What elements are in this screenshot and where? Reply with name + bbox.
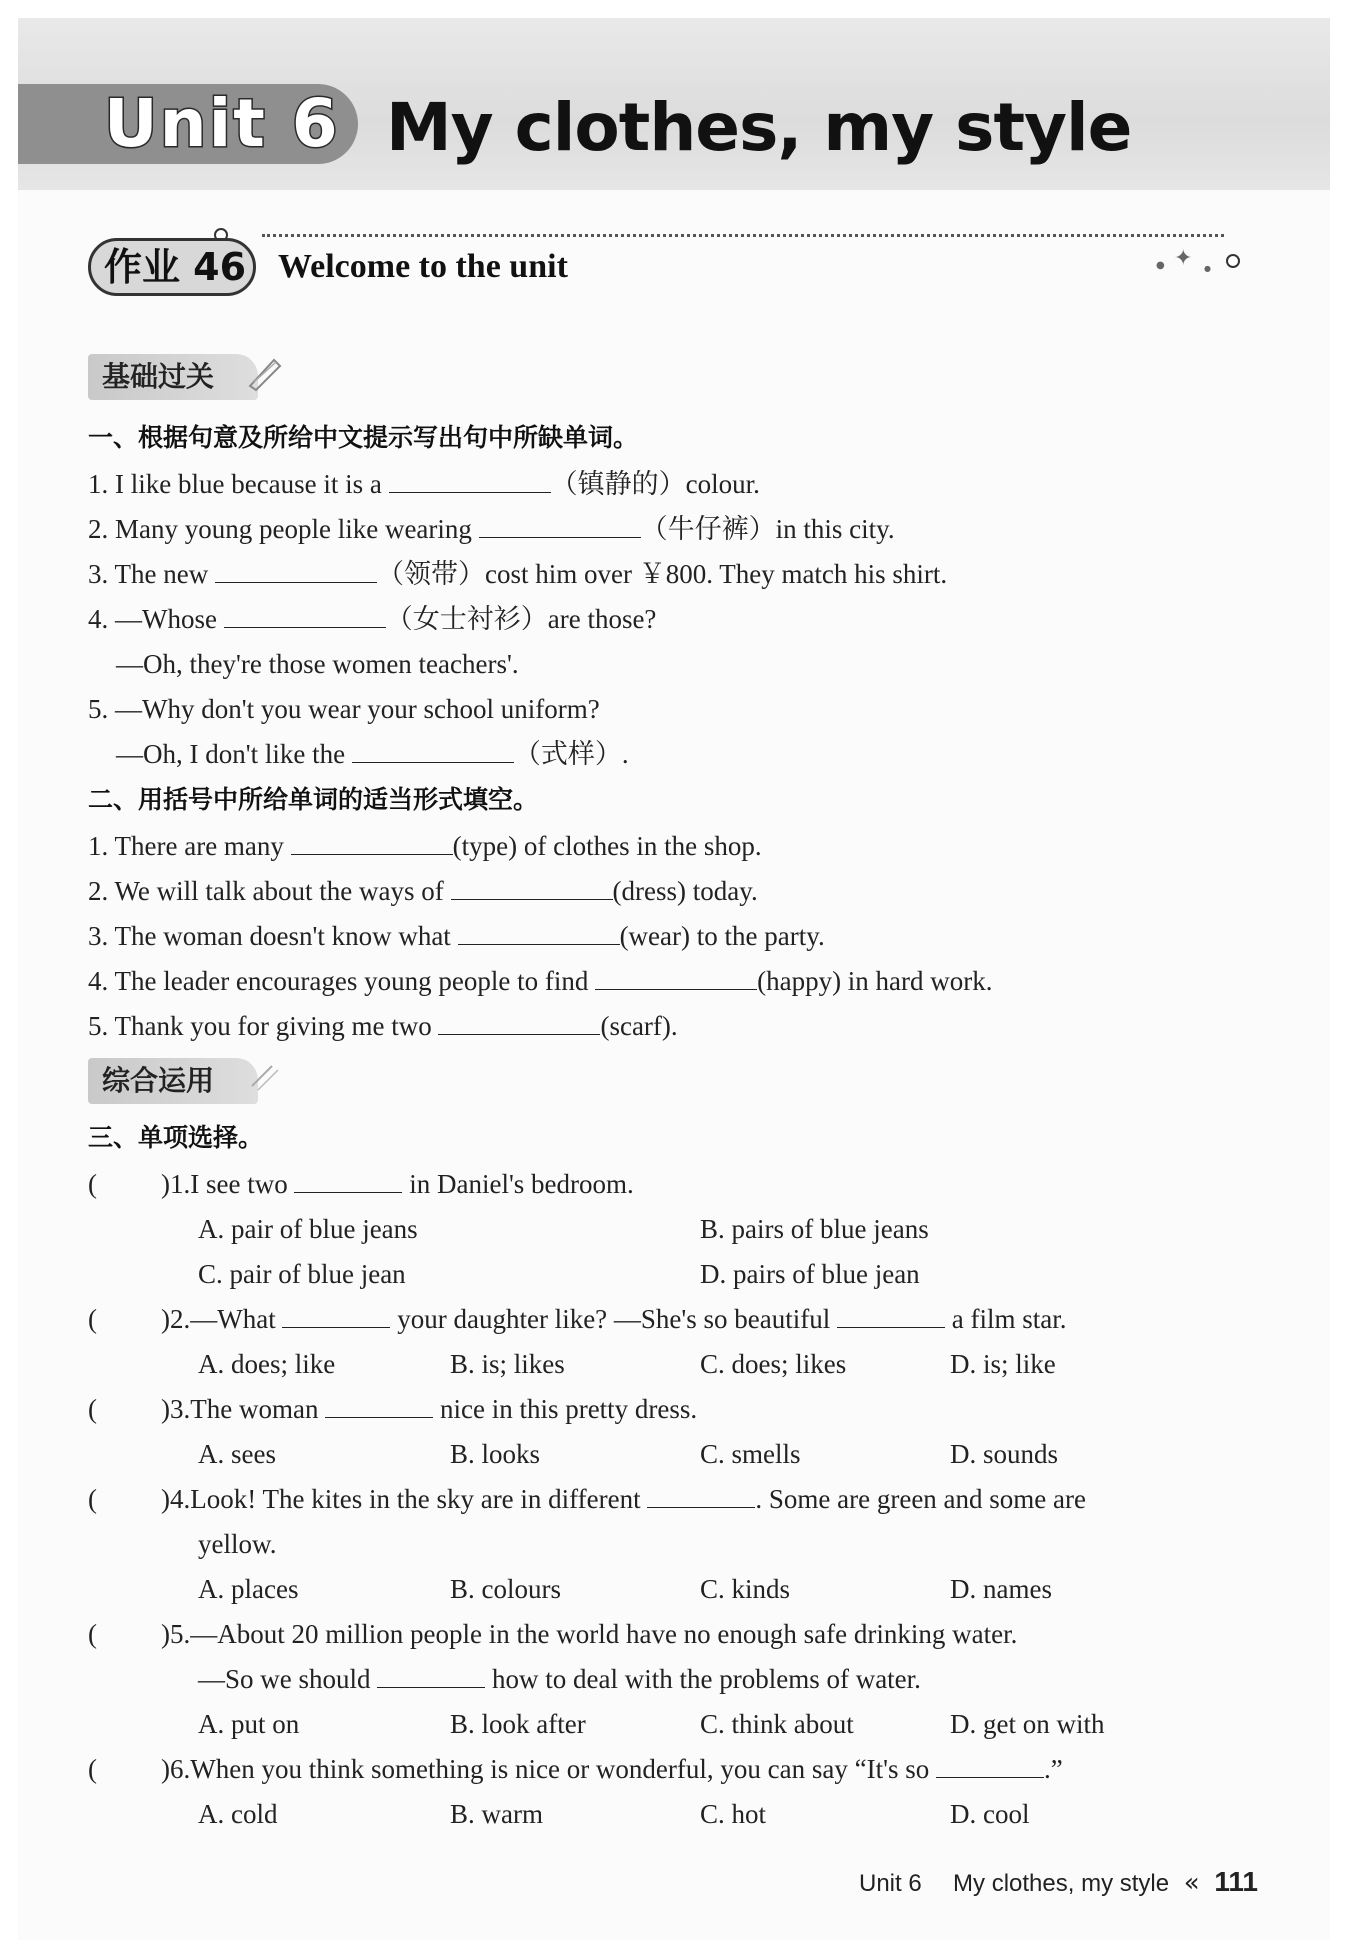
option-b[interactable]: B. is; likes: [450, 1349, 565, 1379]
mc-question-5: ( )5.—About 20 million people in the world have no enough safe drinking water.: [88, 1619, 1018, 1649]
option-d[interactable]: D. cool: [950, 1799, 1030, 1829]
option-d[interactable]: D. pairs of blue jean: [700, 1259, 920, 1289]
option-d[interactable]: D. is; like: [950, 1349, 1056, 1379]
option-b[interactable]: B. looks: [450, 1439, 541, 1469]
option-a[interactable]: A. pair of blue jeans: [198, 1214, 418, 1244]
option-a[interactable]: A. put on: [198, 1709, 300, 1739]
question-line: 3. The new （领带）cost him over ￥800. They match his shirt.: [88, 554, 947, 594]
lesson-number: 作业 46: [103, 245, 247, 289]
question-line: 5. —Why don't you wear your school uniform?: [88, 694, 600, 724]
option-a[interactable]: A. cold: [198, 1799, 278, 1829]
option-b[interactable]: B. warm: [450, 1799, 543, 1829]
answer-blank[interactable]: [224, 599, 386, 628]
dot-icon: ●: [1204, 264, 1211, 273]
option-b[interactable]: B. look after: [450, 1709, 586, 1739]
question-line: 5. Thank you for giving me two (scarf).: [88, 1006, 678, 1046]
option-d[interactable]: D. get on with: [950, 1709, 1105, 1739]
option-c[interactable]: C. smells: [700, 1439, 801, 1469]
answer-blank[interactable]: [479, 509, 641, 538]
lesson-dot-right: [1226, 254, 1240, 268]
section-tag-comprehensive: 综合运用: [88, 1058, 258, 1104]
mc-question-6: ( )6.When you think something is nice or wonderful, you can say “It's so .”: [88, 1749, 1063, 1789]
option-d[interactable]: D. sounds: [950, 1439, 1059, 1469]
answer-blank[interactable]: [352, 734, 514, 763]
question-line: 4. The leader encourages young people to find (happy) in hard work.: [88, 961, 993, 1001]
part3-heading: 三、单项选择。: [88, 1123, 264, 1152]
option-d[interactable]: D. names: [950, 1574, 1052, 1604]
mc-question-5-line2: —So we should how to deal with the problems of water.: [198, 1659, 921, 1699]
double-chevron-left-icon: «: [1183, 1868, 1200, 1898]
mc-question-3: ( )3.The woman nice in this pretty dress.: [88, 1389, 697, 1429]
answer-blank[interactable]: [438, 1006, 600, 1035]
answer-blank[interactable]: [936, 1749, 1044, 1778]
lesson-title: Welcome to the unit: [278, 248, 568, 285]
question-line: 1. I like blue because it is a （镇静的）colour.: [88, 464, 760, 504]
option-a[interactable]: A. sees: [198, 1439, 276, 1469]
answer-blank[interactable]: [325, 1389, 433, 1418]
mc-question-4: ( )4.Look! The kites in the sky are in different . Some are green and some are: [88, 1479, 1086, 1519]
part2-heading: 二、用括号中所给单词的适当形式填空。: [88, 785, 539, 814]
mc-question-2: ( )2.—What your daughter like? —She's so beautiful a film star.: [88, 1299, 1066, 1339]
option-c[interactable]: C. does; likes: [700, 1349, 847, 1379]
answer-blank[interactable]: [837, 1299, 945, 1328]
footer-unit: Unit 6: [859, 1870, 922, 1897]
page-number: 111: [1214, 1866, 1258, 1897]
page-footer: [859, 1866, 1258, 1898]
pencil-icon: [244, 352, 284, 392]
question-line: 4. —Whose （女士衬衫）are those?: [88, 599, 656, 639]
answer-blank[interactable]: [291, 826, 453, 855]
question-line: —Oh, I don't like the （式样）.: [116, 734, 629, 774]
option-c[interactable]: C. pair of blue jean: [198, 1259, 406, 1289]
option-c[interactable]: C. think about: [700, 1709, 854, 1739]
mc-question-4-continued: yellow.: [198, 1529, 277, 1559]
option-c[interactable]: C. hot: [700, 1799, 767, 1829]
option-b[interactable]: B. pairs of blue jeans: [700, 1214, 929, 1244]
mc-question-1: ( )1.I see two in Daniel's bedroom.: [88, 1164, 634, 1204]
unit-title: My clothes, my style: [386, 89, 1132, 166]
option-a[interactable]: A. places: [198, 1574, 299, 1604]
dot-icon: ●: [1156, 260, 1165, 271]
sparkle-icon: ✦: [1174, 246, 1193, 271]
answer-blank[interactable]: [215, 554, 377, 583]
answer-blank[interactable]: [595, 961, 757, 990]
section-tag-basic: 基础过关: [88, 354, 258, 400]
answer-blank[interactable]: [458, 916, 620, 945]
question-line: 2. Many young people like wearing （牛仔裤）in this city.: [88, 509, 895, 549]
answer-blank[interactable]: [294, 1164, 402, 1193]
unit-label: Unit 6: [104, 85, 340, 162]
answer-blank[interactable]: [647, 1479, 755, 1508]
answer-blank[interactable]: [451, 871, 613, 900]
question-line: 2. We will talk about the ways of (dress) today.: [88, 871, 758, 911]
question-line: —Oh, they're those women teachers'.: [116, 649, 519, 679]
answer-blank[interactable]: [389, 464, 551, 493]
part1-heading: 一、根据句意及所给中文提示写出句中所缺单词。: [88, 423, 639, 452]
question-line: 1. There are many (type) of clothes in the shop.: [88, 826, 762, 866]
option-a[interactable]: A. does; like: [198, 1349, 336, 1379]
lesson-dotted-line: [262, 234, 1224, 237]
sparkle-decoration-icon: [244, 1056, 284, 1096]
footer-title: My clothes, my style: [953, 1870, 1170, 1897]
answer-blank[interactable]: [377, 1659, 485, 1688]
question-line: 3. The woman doesn't know what (wear) to the party.: [88, 916, 825, 956]
option-b[interactable]: B. colours: [450, 1574, 561, 1604]
answer-blank[interactable]: [282, 1299, 390, 1328]
option-c[interactable]: C. kinds: [700, 1574, 791, 1604]
